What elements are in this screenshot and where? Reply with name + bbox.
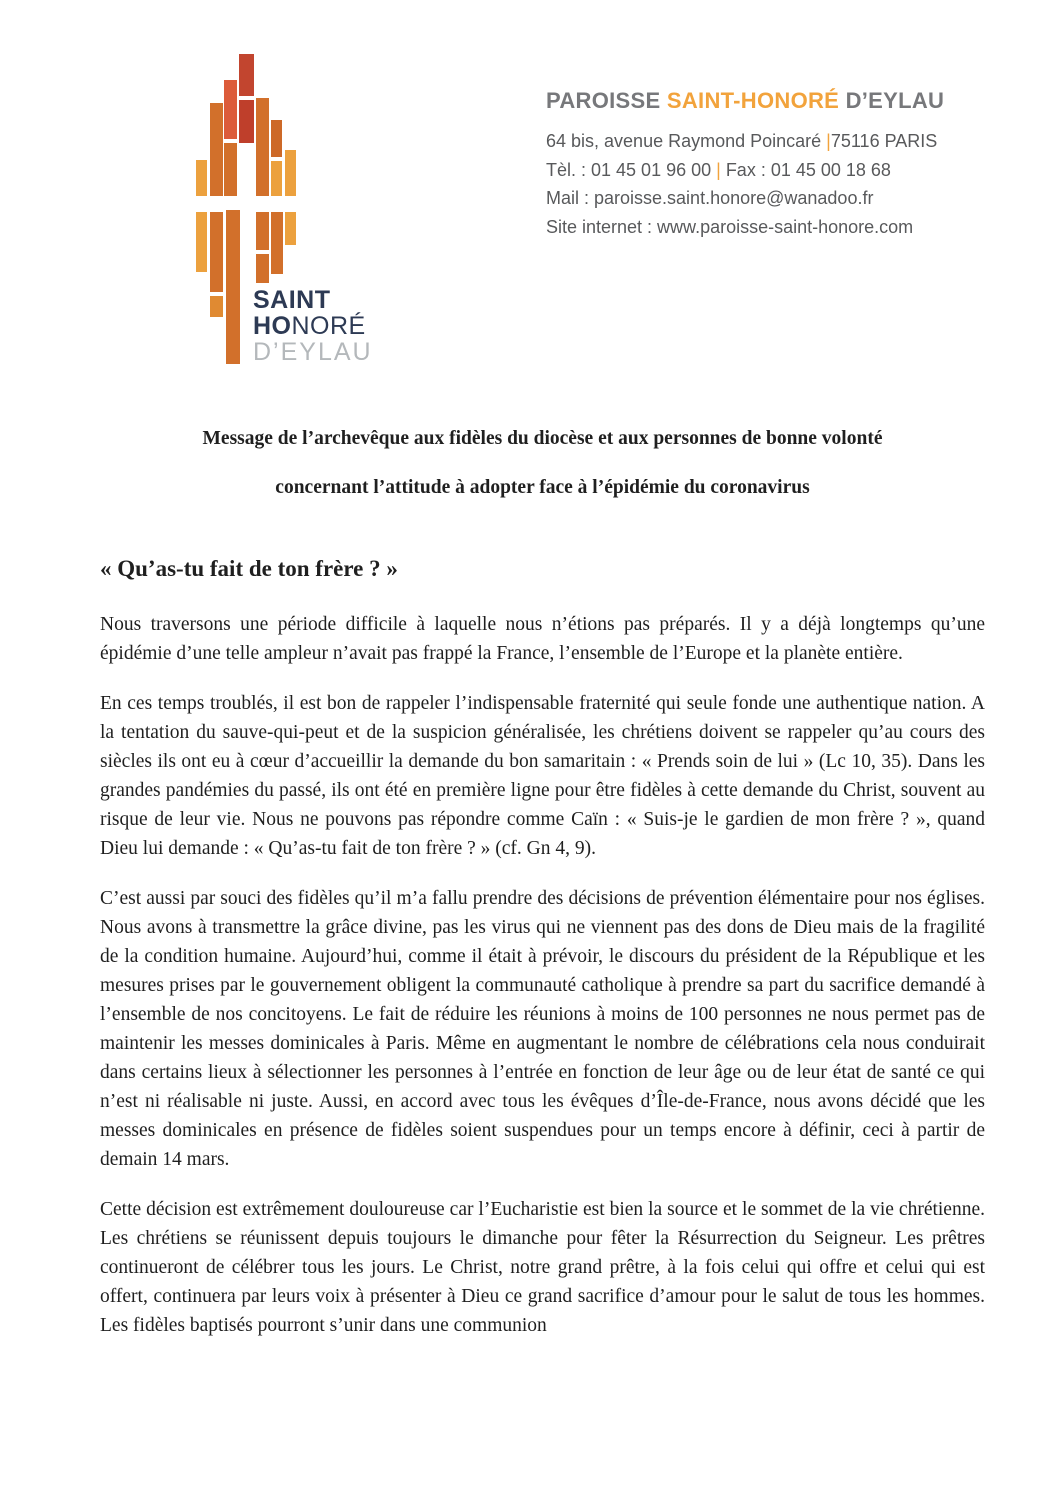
parish-name-highlight: SAINT-HONORÉ (666, 88, 840, 113)
logo-wordmark (253, 287, 373, 365)
logo-bar-icon (271, 161, 282, 196)
logo-bar-icon (224, 143, 237, 196)
body-paragraphs (100, 610, 985, 1340)
logo-bar-icon (224, 80, 237, 139)
separator-pipe: | (826, 131, 831, 151)
website-line: Site internet : www.paroisse-saint-honore.com (546, 216, 914, 237)
letter-title-line1: Message de l’archevêque aux fidèles du diocèse et aux personnes de bonne volonté (202, 428, 883, 449)
section-heading: « Qu’as-tu fait de ton frère ? » (100, 556, 398, 581)
logo-word-saint: SAINT (253, 286, 331, 314)
logo-bar-icon (285, 150, 296, 196)
logo-bar-icon (210, 103, 223, 196)
parish-logo-icon (0, 0, 420, 400)
separator-pipe: | (716, 159, 721, 180)
logo-bar-icon (239, 54, 254, 96)
logo-bar-icon (210, 212, 223, 292)
letter-body (100, 424, 985, 1340)
logo-bar-icon (256, 212, 269, 250)
logo-bar-icon (256, 98, 269, 196)
logo-bar-icon (196, 160, 207, 196)
logo-bar-icon (226, 210, 240, 364)
logo-bar-icon (285, 212, 296, 245)
logo-bar-icon (271, 120, 282, 157)
paragraph: Cette décision est extrêmement douloureuse car l’Eucharistie est bien la source et le sommet de la vie chrétienne. Les chrétiens se réunissent depuis toujours le dimanche pour fêter la Résurrection du Seigneur. Les prêtres continueront de célébrer tous les jours. Le Christ, notre grand prêtre, à la fois celui qui offre et celui qui est offert, continuera par leurs voix à présenter à Dieu ce grand sacrifice d’amour pour le salut de tous les hommes. Les fidèles baptisés pourront s’unir dans une communion (100, 1199, 985, 1336)
logo-bar-icon (256, 254, 269, 283)
phone-fax-line: Tèl. : 01 45 01 96 00 | Fax : 01 45 00 18 68 (546, 159, 891, 180)
parish-name: PAROISSE SAINT-HONORÉ D’EYLAU (546, 88, 945, 113)
logo-bar-icon (271, 212, 283, 274)
logo-word-honore: HONORÉ (253, 312, 366, 340)
paragraph: C’est aussi par souci des fidèles qu’il m’a fallu prendre des décisions de prévention élémentaire pour nos églises. Nous avons à transmettre la grâce divine, pas les virus qui ne viennent pas des dons de Dieu mais de la fragilité de la condition humaine. Aujourd’hui, comme il était à prévoir, le discours du président de la République et les mesures prises par le gouvernement obligent la communauté catholique à prendre sa part du sacrifice demandé à l’ensemble de nos concitoyens. Le fait de réduire les réunions à moins de 100 personnes ne nous permet pas de maintenir les messes dominicales à Paris. Même en augmentant le nombre de célébrations cela nous conduirait dans certains lieux à sélectionner les personnes à l’entrée en fonction de leur âge ou de leur état de santé ce qui n’est ni réalisable ni juste. Aussi, en accord avec tous les évêques d’Île-de-France, nous avons décidé que les messes dominicales en présence de fidèles soient suspendues pour un temps encore à définir, ceci à partir de demain 14 mars. (100, 888, 985, 1170)
logo-bar-icon (239, 100, 254, 143)
letter-title-line2: concernant l’attitude à adopter face à l’épidémie du coronavirus (275, 477, 810, 498)
address-line: 64 bis, avenue Raymond Poincaré |75116 PARIS (546, 131, 938, 151)
logo-bar-icon (210, 296, 223, 317)
paragraph: En ces temps troublés, il est bon de rappeler l’indispensable fraternité qui seule fonde une authentique nation. A la tentation du sauve-qui-peut et de la suspicion généralisée, les chrétiens doivent se rappeler qu’au cours des siècles ils ont eu à cœur d’accueillir la demande du bon samaritain : « Prends soin de lui » (Lc 10, 35). Dans les grandes pandémies du passé, ils ont été en première ligne pour être fidèles à cette demande du Christ, souvent au risque de leur vie. Nous ne pouvons pas répondre comme Caïn : « Suis-je le gardien de mon frère ? », quand Dieu lui demande : « Qu’as-tu fait de ton frère ? » (cf. Gn 4, 9). (100, 693, 985, 859)
contact-block (546, 88, 944, 241)
paragraph: Nous traversons une période difficile à laquelle nous n’étions pas préparés. Il y a déjà longtemps qu’une épidémie d’une telle ampleur n’avait pas frappé la France, l’ensemble de l’Europe et la planète entière. (100, 614, 985, 664)
logo-bar-icon (196, 212, 207, 272)
email-line: Mail : paroisse.saint.honore@wanadoo.fr (546, 188, 874, 208)
logo-word-deylau: D’EYLAU (253, 338, 373, 366)
